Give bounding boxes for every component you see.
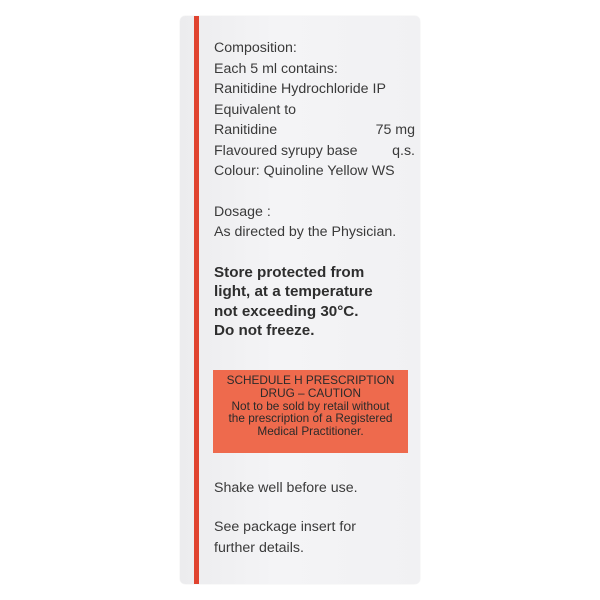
composition-active-row (214, 120, 416, 141)
composition-base-row (214, 141, 416, 162)
dosage-heading: Dosage : (214, 203, 271, 220)
warning-line: SCHEDULE H PRESCRIPTION (226, 373, 395, 387)
storage-line: Store protected from (214, 263, 365, 281)
active-name: Ranitidine (214, 122, 278, 138)
composition-ingredient: Ranitidine Hydrochloride IP (214, 81, 386, 97)
storage-line: not exceeding 30°C. (214, 302, 359, 320)
active-amount: 75 mg (375, 122, 415, 138)
spacer (214, 182, 416, 202)
red-stripe (194, 16, 199, 584)
insert-line: further details. (214, 539, 304, 556)
warning-line: the prescription of a Registered (228, 411, 393, 426)
schedule-h-warning-box (213, 370, 408, 453)
dosage-text: As directed by the Physician. (214, 224, 397, 240)
label-text (214, 38, 416, 341)
spacer (214, 243, 416, 263)
composition-colour: Colour: Quinoline Yellow WS (214, 163, 395, 179)
storage-instructions (214, 263, 416, 341)
warning-line: DRUG – CAUTION (260, 385, 361, 400)
base-amount: q.s. (392, 142, 415, 159)
insert-line: See package insert for (214, 519, 356, 535)
composition-heading: Composition: (214, 40, 297, 56)
package-insert-note (214, 517, 356, 558)
warning-line: Not to be sold by retail without (231, 398, 390, 413)
storage-line: Do not freeze. (214, 322, 315, 339)
warning-line: Medical Practitioner. (257, 424, 364, 439)
composition-each: Each 5 ml contains: (214, 60, 338, 77)
base-name: Flavoured syrupy base (214, 142, 358, 159)
storage-line: light, at a temperature (214, 283, 373, 300)
composition-equivalent: Equivalent to (214, 101, 297, 118)
shake-instruction: Shake well before use. (214, 480, 358, 496)
